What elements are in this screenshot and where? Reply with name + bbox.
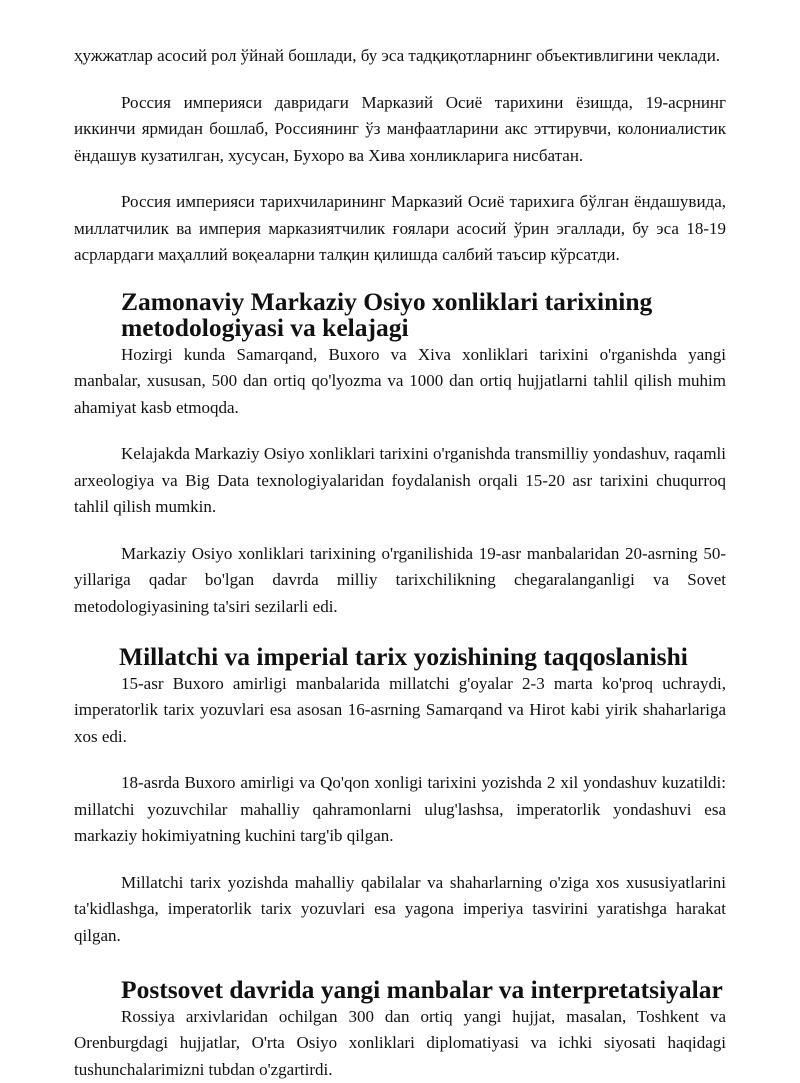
paragraph-methodology-3: Markaziy Osiyo xonliklari tarixining o'rganilishida 19-asr manbalaridan 20-asrning 50-yillariga qadar bo'lgan davrda milliy tarixchilikning chegaralanganligi va Sovet metodologiyasining ta'siri sezilarli edi.: [74, 541, 726, 621]
paragraph-intro-2: Россия империяси давридаги Марказий Осиё тарихини ёзишда, 19-асрнинг иккинчи ярмидан бошлаб, Россиянинг ўз манфаатларини акс эттирувчи, колониалистик ёндашув кузатилган, хусусан, Бухоро ва Хива хонликларига нисбатан.: [74, 90, 726, 170]
paragraph-methodology-1: Hozirgi kunda Samarqand, Buxoro va Xiva xonliklari tarixini o'rganishda yangi manbalar, xususan, 500 dan ortiq qo'lyozma va 1000 dan ortiq hujjatlarni tahlil qilish muhim ahamiyat kasb etmoqda.: [74, 342, 726, 422]
paragraph-methodology-2: Kelajakda Markaziy Osiyo xonliklari tarixini o'rganishda transmilliy yondashuv, raqamli arxeologiya va Big Data texnologiyalaridan foydalanish orqali 15-20 asr tarixini chuqurroq tahlil qilish mumkin.: [74, 441, 726, 521]
section-heading-comparison: Millatchi va imperial tarix yozishining taqqoslanishi: [74, 644, 726, 671]
paragraph-intro-continuation: ҳужжатлар асосий рол ўйнай бошлади, бу эса тадқиқотларнинг объективлигини чеклади.: [74, 43, 726, 70]
paragraph-postsoviet-1: Rossiya arxivlaridan ochilgan 300 dan ortiq yangi hujjat, masalan, Toshkent va Orenburgdagi hujjatlar, O'rta Osiyo xonliklari diplomatiyasi va ichki siyosati haqidagi tushunchalarimizni tubdan o'zgartirdi.: [74, 1004, 726, 1083]
paragraph-comparison-2: 18-asrda Buxoro amirligi va Qo'qon xonligi tarixini yozishda 2 xil yondashuv kuzatildi: millatchi yozuvchilar mahalliy qahramonlarni ulug'lashsa, imperatorlik yondashuvi esa markaziy hokimiyatning kuchini targ'ib qilgan.: [74, 770, 726, 850]
section-heading-methodology: Zamonaviy Markaziy Osiyo xonliklari tarixining metodologiyasi va kelajagi: [74, 289, 726, 342]
document-page: [74, 43, 726, 1083]
paragraph-comparison-3: Millatchi tarix yozishda mahalliy qabilalar va shaharlarning o'ziga xos xususiyatlarini ta'kidlashga, imperatorlik tarix yozuvlari esa yagona imperiya tasvirini yaratishga harakat qilgan.: [74, 870, 726, 950]
section-heading-postsoviet: Postsovet davrida yangi manbalar va interpretatsiyalar: [74, 977, 726, 1004]
paragraph-intro-3: Россия империяси тарихчиларининг Марказий Осиё тарихига бўлган ёндашувида, миллатчилик ва империя марказиятчилик ғоялари асосий ўрин эгаллади, бу эса 18-19 асрлардаги маҳаллий воқеаларни талқин қилишда салбий таъсир кўрсатди.: [74, 189, 726, 269]
paragraph-comparison-1: 15-asr Buxoro amirligi manbalarida millatchi g'oyalar 2-3 marta ko'proq uchraydi, imperatorlik tarix yozuvlari esa asosan 16-asrning Samarqand va Hirot kabi yirik shaharlariga xos edi.: [74, 671, 726, 751]
